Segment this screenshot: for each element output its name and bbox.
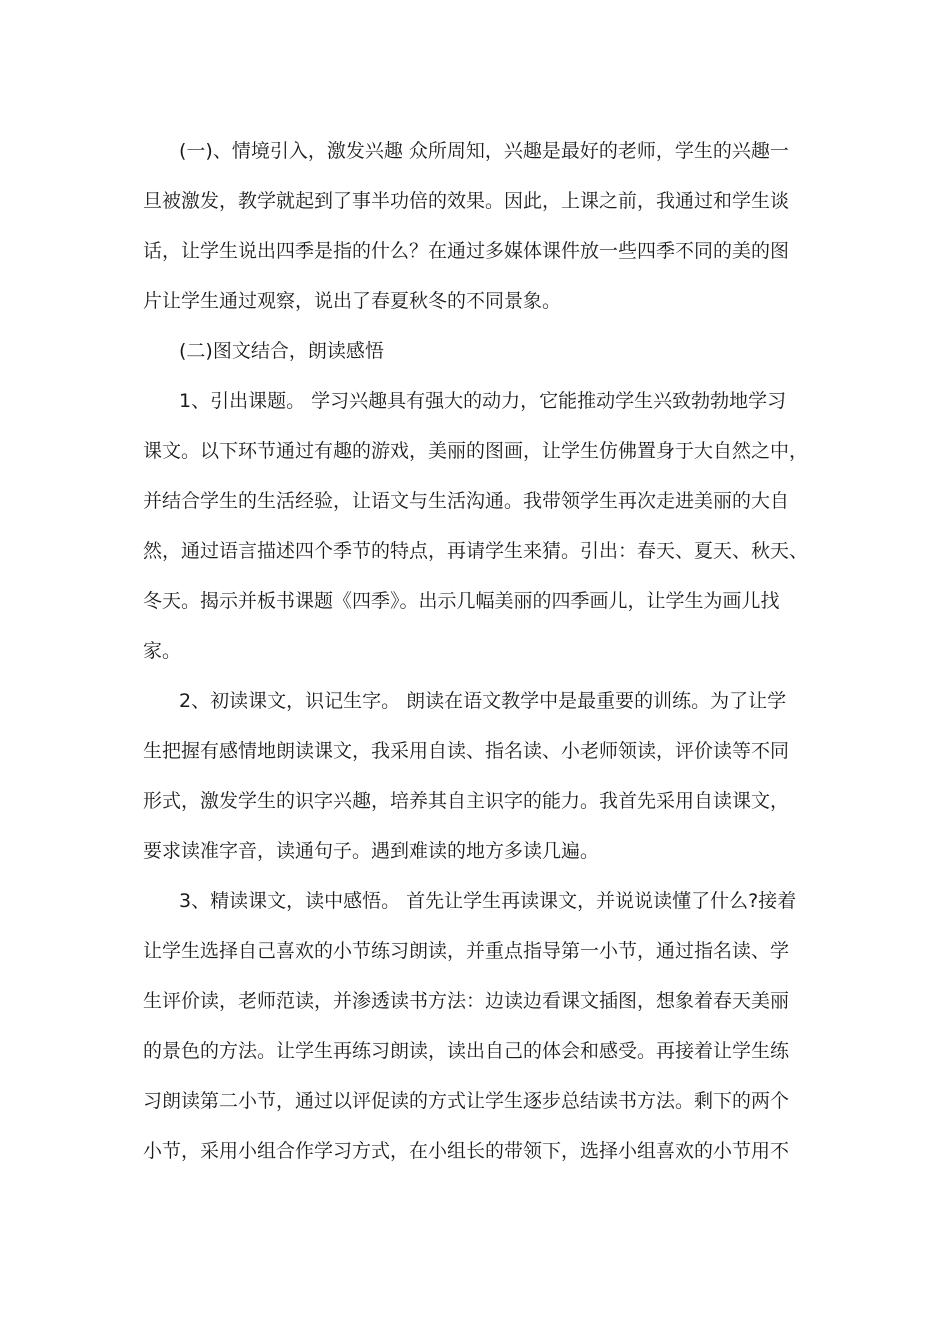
paragraph-step-2 (143, 676, 805, 876)
text-line: (二)图文结合，朗读感悟 (179, 340, 384, 362)
text-line: 并结合学生的生活经验，让语文与生活沟通。我带领学生再次走进美丽的大自 (143, 490, 790, 512)
text-line: 小节，采用小组合作学习方式，在小组长的带领下，选择小组喜欢的小节用不 (143, 1140, 790, 1162)
paragraph-intro (143, 126, 805, 326)
document-body (143, 126, 809, 1176)
text-line: 生把握有感情地朗读课文，我采用自读、指名读、小老师领读，评价读等不同 (143, 740, 790, 762)
text-line: 形式，激发学生的识字兴趣，培养其自主识字的能力。我首先采用自读课文， (143, 790, 790, 812)
paragraph-step-1 (143, 376, 809, 676)
text-line: 要求读准字音，读通句子。遇到难读的地方多读几遍。 (143, 840, 600, 862)
text-line: 片让学生通过观察，说出了春夏秋冬的不同景象。 (143, 290, 562, 312)
text-line: (一)、情境引入，激发兴趣 众所周知，兴趣是最好的老师，学生的兴趣一 (179, 140, 789, 162)
text-line: 2、初读课文，识记生字。 朗读在语文教学中是最重要的训练。为了让学 (179, 690, 787, 712)
section-heading (143, 326, 805, 376)
text-line: 冬天。揭示并板书课题《四季》。出示几幅美丽的四季画儿，让学生为画儿找 (143, 590, 780, 612)
text-line: 3、精读课文，读中感悟。 首先让学生再读课文，并说说读懂了什么?接着 (179, 890, 797, 912)
text-line: 让学生选择自己喜欢的小节练习朗读，并重点指导第一小节，通过指名读、学 (143, 940, 790, 962)
text-line: 习朗读第二小节，通过以评促读的方式让学生逐步总结读书方法。剩下的两个 (143, 1090, 790, 1112)
text-line: 生评价读，老师范读，并渗透读书方法：边读边看课文插图，想象着春天美丽 (143, 990, 790, 1012)
text-line: 家。 (143, 640, 182, 662)
paragraph-step-3 (143, 876, 805, 1176)
text-line: 的景色的方法。让学生再练习朗读，读出自己的体会和感受。再接着让学生练 (143, 1040, 790, 1062)
text-line: 课文。以下环节通过有趣的游戏，美丽的图画，让学生仿佛置身于大自然之中， (143, 440, 809, 462)
text-line: 然，通过语言描述四个季节的特点，再请学生来猜。引出：春天、夏天、秋天、 (143, 540, 809, 562)
text-line: 1、引出课题。 学习兴趣具有强大的动力，它能推动学生兴致勃勃地学习 (179, 390, 787, 412)
text-line: 旦被激发，教学就起到了事半功倍的效果。因此，上课之前，我通过和学生谈 (143, 190, 790, 212)
text-line: 话，让学生说出四季是指的什么？在通过多媒体课件放一些四季不同的美的图 (143, 240, 790, 262)
